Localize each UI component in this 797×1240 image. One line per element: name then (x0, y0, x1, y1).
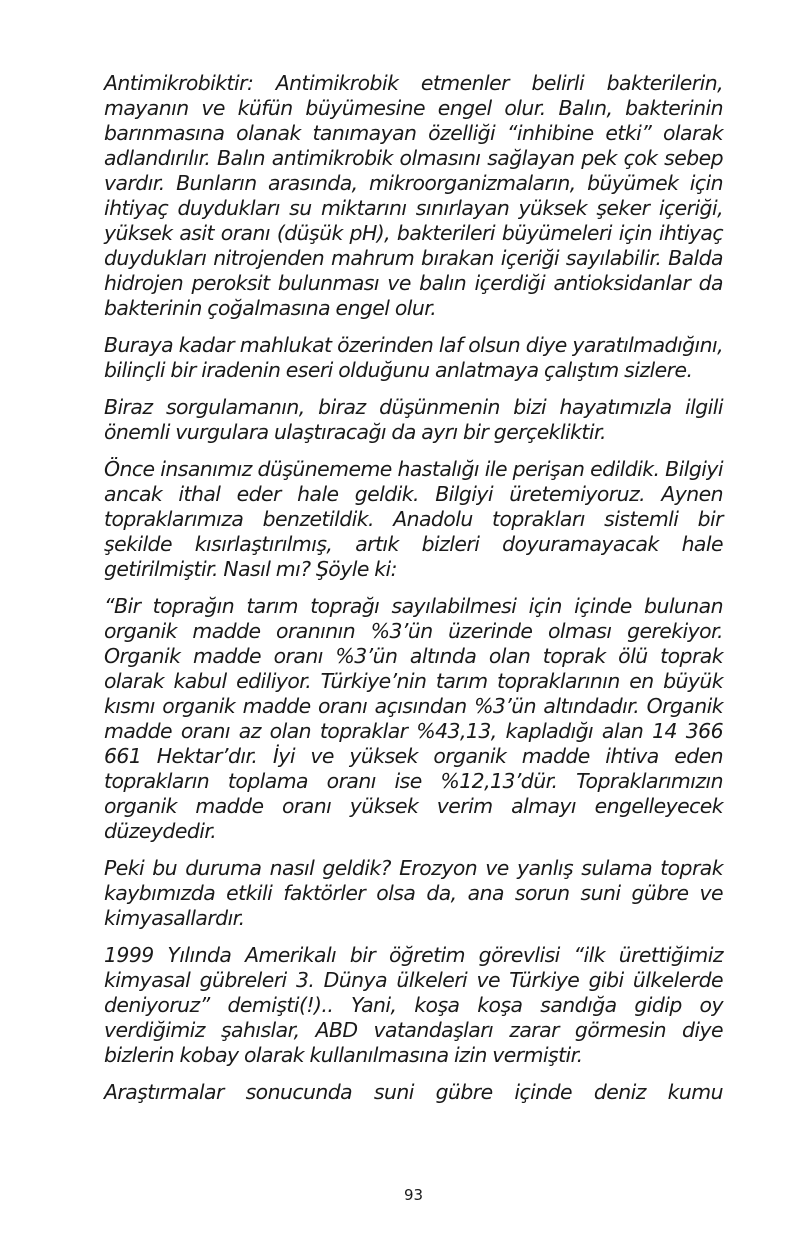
paragraph-antimicrobial: Antimikrobiktir: Antimikrobik etmenler belirli bakterilerin, mayanın ve küfün büyümesine engel olur. Balın, bakterinin barınmasına olanak tanımayan özelliği “inhibine etki” olarak adlandırılır. Balın antimikrobik olmasını sağlayan pek çok sebep vardır. Bunların arasında, mikroorganizmaların, büyümek için ihtiyaç duydukları su miktarını sınırlayan yüksek şeker içeriği, yüksek asit oranı (düşük pH), bakterileri büyümeleri için ihtiyaç duydukları nitrojenden mahrum bırakan içeriği sayılabilir. Balda hidrojen peroksit bulunması ve balın içerdiği antioksidanlar da bakterinin çoğalmasına engel olur. (104, 71, 723, 320)
paragraph-1999-fertilizers: 1999 Yılında Amerikalı bir öğretim görevlisi “ilk ürettiğimiz kimyasal gübreleri 3. Dünya ülkeleri ve Türkiye gibi ülkelerde deniyoruz” demişti(!).. Yani, koşa koşa sandığa gidip oy verdiğimiz şahıslar, ABD vatandaşları zarar görmesin diye bizlerin kobay olarak kullanılmasına izin vermiştir. (104, 943, 723, 1067)
paragraph-organic-matter-quote: “Bir toprağın tarım toprağı sayılabilmesi için içinde bulunan organik madde oranının %3’ün üzerinde olması gerekiyor. Organik madde oranı %3’ün altında olan toprak ölü toprak olarak kabul ediliyor. Türkiye’nin tarım topraklarının en büyük kısmı organik madde oranı açısından %3’ün altındadır. Organik madde oranı az olan topraklar %43,13, kapladığı alan 14 366 661 Hektar’dır. İyi ve yüksek organik madde ihtiva eden toprakların toplama oranı ise %12,13’dür. Topraklarımızın organik madde oranı yüksek verim almayı engelleyecek düzeydedir. (104, 594, 723, 843)
page-number: 93 (403, 1186, 424, 1204)
paragraph-questioning: Biraz sorgulamanın, biraz düşünmenin bizi hayatımızla ilgili önemli vurgulara ulaştıracağı da ayrı bir gerçekliktir. (104, 395, 723, 444)
paragraph-inability-to-think: Önce insanımız düşünememe hastalığı ile perişan edildik. Bilgiyi ancak ithal eder hale geldik. Bilgiyi üretemiyoruz. Aynen topraklarımıza benzetildik. Anadolu toprakları sistemli bir şekilde kısırlaştırılmış, artık bizleri doyuramayacak hale getirilmiştir. Nasıl mı? Şöyle ki: (104, 457, 723, 581)
paragraph-research-continued: Araştırmalar sonucunda suni gübre içinde deniz kumu (104, 1080, 723, 1104)
paragraph-creation: Buraya kadar mahlukat özerinden laf olsun diye yaratılmadığını, bilinçli bir iradenin eseri olduğunu anlatmaya çalıştım sizlere. (104, 333, 723, 382)
page-body (104, 71, 723, 1117)
paragraph-erosion: Peki bu duruma nasıl geldik? Erozyon ve yanlış sulama toprak kaybımızda etkili faktörler olsa da, ana sorun suni gübre ve kimyasallardır. (104, 856, 723, 930)
